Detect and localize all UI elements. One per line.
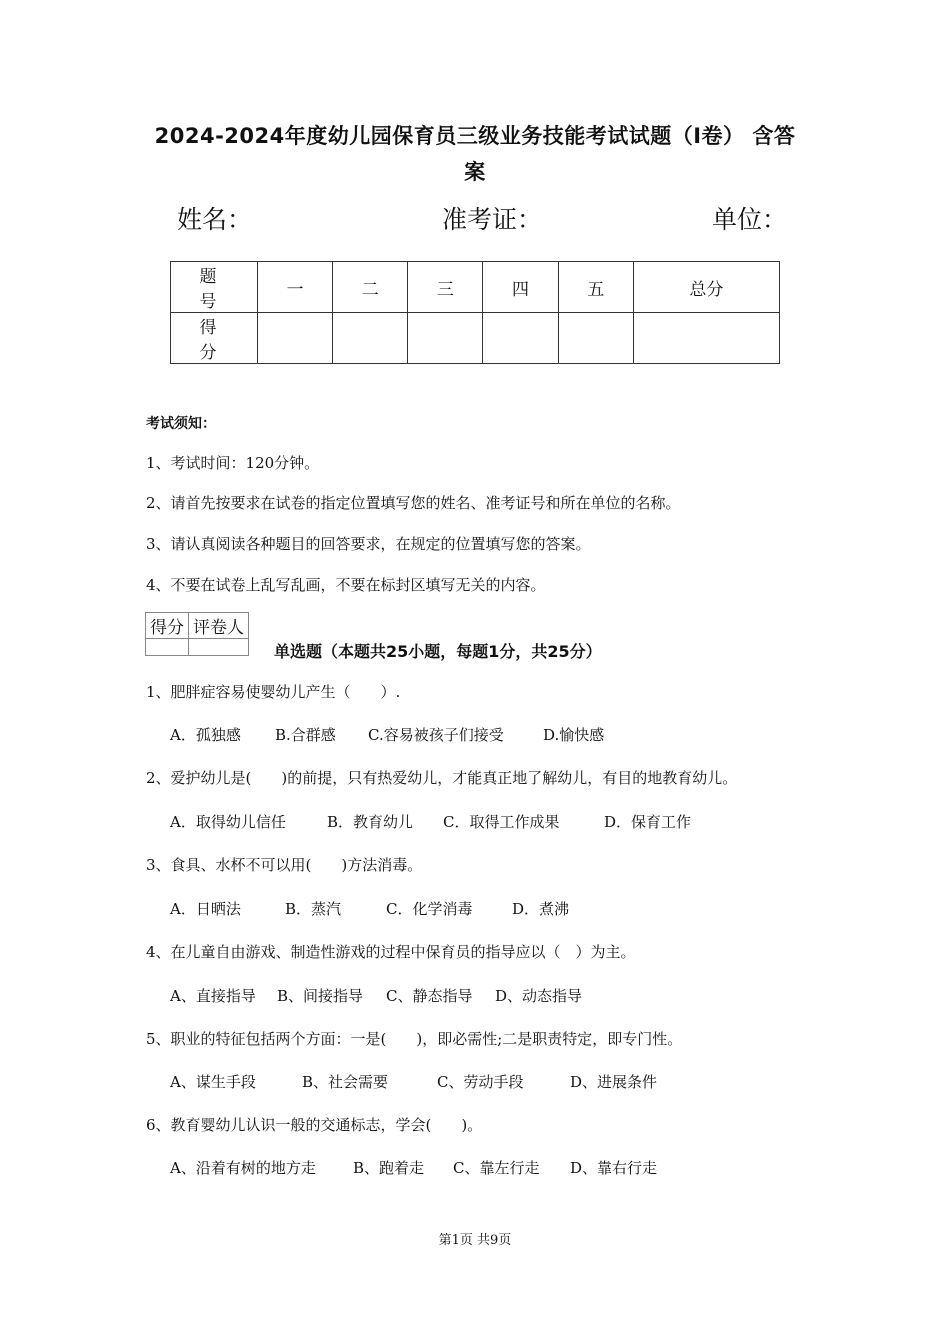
title-line-1: 2024-2024年度幼儿园保育员三级业务技能考试试题（I卷） 含答 (154, 124, 796, 148)
options-4 (170, 985, 582, 1006)
option[interactable]: C、静态指导 (386, 987, 473, 1005)
score-cell[interactable] (408, 313, 483, 364)
options-2 (170, 811, 691, 832)
section-title: 单选题（本题共25小题，每题1分，共25分） (274, 642, 602, 661)
score-cell[interactable] (633, 313, 779, 364)
notice-item: 1、考试时间：120分钟。 (146, 454, 320, 472)
score-cell[interactable] (558, 313, 633, 364)
grader-table (145, 612, 249, 656)
score-header-cell: 题 号 (171, 262, 258, 313)
option[interactable]: B.合群感 (275, 726, 336, 744)
question-5: 5、职业的特征包括两个方面：一是( )，即必需性;二是职责特定，即专门性。 (146, 1030, 683, 1048)
score-header-cell: 总分 (633, 262, 779, 313)
grader-score-cell[interactable] (146, 639, 189, 656)
option[interactable]: C．化学消毒 (386, 900, 473, 918)
score-row-label: 得 分 (171, 313, 258, 364)
option[interactable]: A．日晒法 (170, 900, 241, 918)
score-cell[interactable] (333, 313, 408, 364)
option[interactable]: B．蒸汽 (285, 900, 342, 918)
unit-label: 单位： (712, 205, 788, 234)
option[interactable]: D、动态指导 (495, 987, 583, 1005)
option[interactable]: C、靠左行走 (453, 1159, 540, 1177)
score-header-cell: 五 (558, 262, 633, 313)
title-line-2: 案 (464, 160, 486, 184)
options-3 (170, 898, 569, 919)
question-1: 1、肥胖症容易使婴幼儿产生（ ）. (146, 683, 401, 701)
score-cell[interactable] (483, 313, 558, 364)
score-header-cell: 一 (258, 262, 333, 313)
score-table-header-row (171, 262, 780, 313)
notice-item: 2、请首先按要求在试卷的指定位置填写您的姓名、准考证号和所在单位的名称。 (146, 494, 681, 512)
option[interactable]: B．教育幼儿 (327, 813, 414, 831)
option[interactable]: C、劳动手段 (437, 1073, 524, 1091)
option[interactable]: A、谋生手段 (170, 1073, 256, 1091)
name-label: 姓名： (177, 205, 253, 234)
notice-item: 4、不要在试卷上乱写乱画，不要在标封区填写无关的内容。 (146, 576, 546, 594)
notice-item: 3、请认真阅读各种题目的回答要求，在规定的位置填写您的答案。 (146, 535, 591, 553)
score-table (170, 261, 780, 364)
notice-title: 考试须知： (146, 416, 216, 432)
score-header-cell: 三 (408, 262, 483, 313)
options-1 (170, 724, 604, 745)
page-footer: 第1页 共9页 (438, 1233, 512, 1248)
option[interactable]: A、直接指导 (170, 987, 256, 1005)
option[interactable]: C.容易被孩子们接受 (368, 726, 504, 744)
option[interactable]: C．取得工作成果 (443, 813, 560, 831)
question-3: 3、食具、水杯不可以用( )方法消毒。 (146, 856, 423, 874)
option[interactable]: A．孤独感 (170, 726, 241, 744)
options-5 (170, 1071, 657, 1092)
option[interactable]: D、靠右行走 (570, 1159, 658, 1177)
question-6: 6、教育婴幼儿认识一般的交通标志，学会( )。 (146, 1116, 483, 1134)
score-cell[interactable] (258, 313, 333, 364)
score-table-score-row (171, 313, 780, 364)
grader-score-label: 得分 (146, 613, 189, 639)
option[interactable]: B、社会需要 (302, 1073, 389, 1091)
question-4: 4、在儿童自由游戏、制造性游戏的过程中保育员的指导应以（ ）为主。 (146, 943, 636, 961)
question-2: 2、爱护幼儿是( )的前提，只有热爱幼儿，才能真正地了解幼儿，有目的地教育幼儿。 (146, 769, 738, 787)
option[interactable]: D．煮沸 (512, 900, 570, 918)
option[interactable]: B、跑着走 (353, 1159, 425, 1177)
option[interactable]: D、进展条件 (570, 1073, 658, 1091)
option[interactable]: A、沿着有树的地方走 (170, 1159, 316, 1177)
exam-title (120, 118, 830, 190)
option[interactable]: D.愉快感 (543, 726, 605, 744)
grader-name-cell[interactable] (189, 639, 249, 656)
score-header-cell: 二 (333, 262, 408, 313)
options-6 (170, 1157, 657, 1178)
grader-name-label: 评卷人 (189, 613, 249, 639)
option[interactable]: B、间接指导 (277, 987, 364, 1005)
option[interactable]: A．取得幼儿信任 (170, 813, 286, 831)
ticket-label: 准考证： (442, 205, 543, 234)
score-header-cell: 四 (483, 262, 558, 313)
option[interactable]: D．保育工作 (604, 813, 692, 831)
